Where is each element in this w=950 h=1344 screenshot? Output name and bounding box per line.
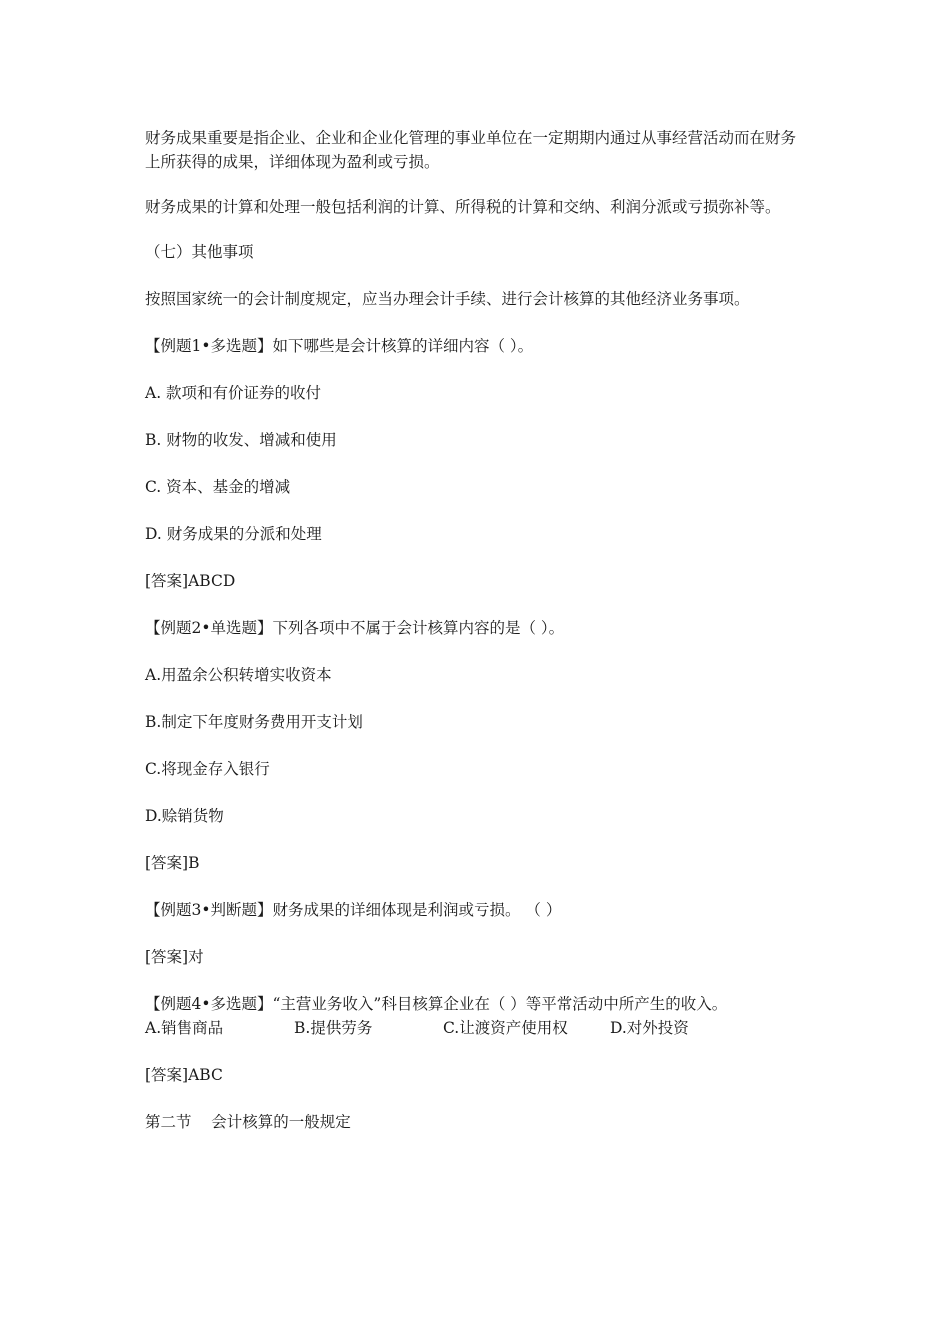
paragraph-financial-results-calculation: 财务成果的计算和处理一般包括利润的计算、所得税的计算和交纳、利润分派或亏损弥补等。: [145, 198, 781, 216]
example-4-answer: [答案]ABC: [145, 1066, 223, 1084]
example-2-option-a: A.用盈余公积转增实收资本: [145, 666, 332, 684]
document-body: [145, 126, 810, 1134]
example-4-option-a: A.销售商品: [145, 1019, 224, 1037]
example-4-question: 【例题4•多选题】“主营业务收入”科目核算企业在（ ）等平常活动中所产生的收入。: [145, 995, 728, 1013]
example-4-option-d: D.对外投资: [610, 1019, 689, 1037]
paragraph-financial-results-definition: 财务成果重要是指企业、企业和企业化管理的事业单位在一定期期内通过从事经营活动而在财务上所获得的成果，详细体现为盈利或亏损。: [145, 129, 797, 171]
example-1-question: 【例题1•多选题】如下哪些是会计核算的详细内容（ ）。: [145, 337, 534, 355]
example-2-option-c: C.将现金存入银行: [145, 760, 270, 778]
example-2-answer: [答案]B: [145, 854, 200, 872]
example-2-option-b: B.制定下年度财务费用开支计划: [145, 713, 363, 731]
example-4-option-b: B.提供劳务: [294, 1019, 373, 1037]
example-2-option-d: D.赊销货物: [145, 807, 224, 825]
example-3-answer: [答案]对: [145, 948, 204, 966]
example-1-option-a: A. 款项和有价证券的收付: [145, 384, 322, 402]
example-1-option-b: B. 财物的收发、增减和使用: [145, 431, 337, 449]
example-4-option-c: C.让渡资产使用权: [443, 1019, 568, 1037]
subsection-heading-other-matters: （七）其他事项: [145, 243, 254, 261]
example-1-option-d: D. 财务成果的分派和处理: [145, 525, 322, 543]
paragraph-other-matters: 按照国家统一的会计制度规定，应当办理会计手续、进行会计核算的其他经济业务事项。: [145, 290, 750, 308]
example-3-question: 【例题3•判断题】财务成果的详细体现是利润或亏损。 （ ）: [145, 901, 562, 919]
example-2-question: 【例题2•单选题】下列各项中不属于会计核算内容的是（ ）。: [145, 619, 565, 637]
example-1-answer: [答案]ABCD: [145, 572, 236, 590]
example-1-option-c: C. 资本、基金的增减: [145, 478, 291, 496]
section-heading: 第二节 会计核算的一般规定: [145, 1113, 351, 1131]
example-4-options-row: [145, 1016, 810, 1040]
